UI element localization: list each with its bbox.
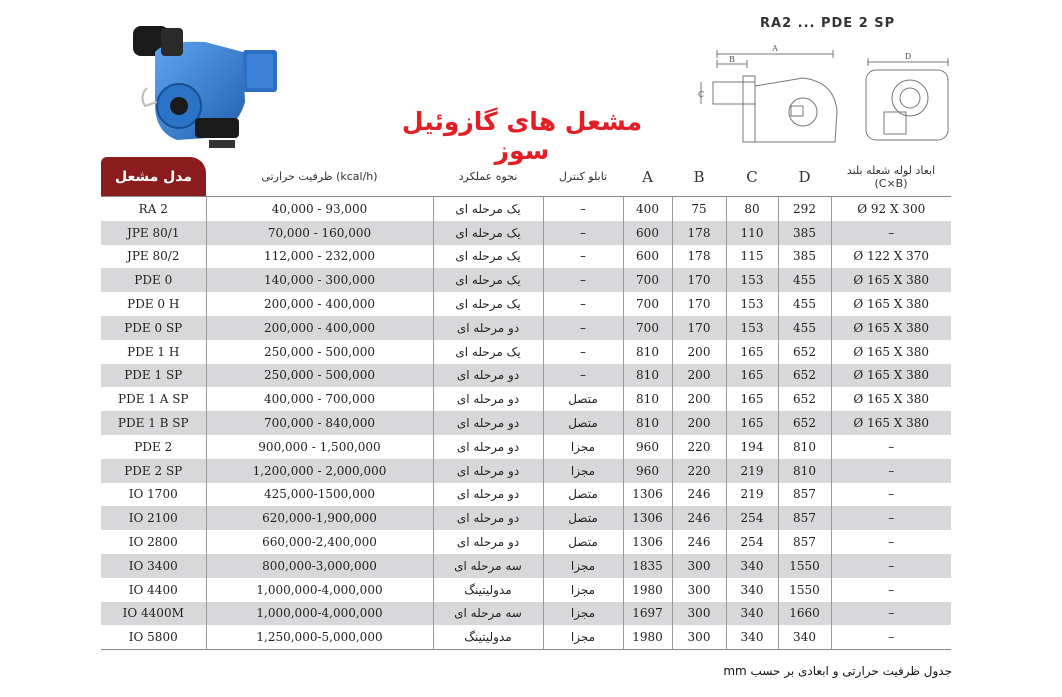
dim-b-cell: 300 <box>672 602 726 626</box>
dim-d-cell: 810 <box>778 435 831 459</box>
dim-d-cell: 455 <box>778 268 831 292</box>
flame-tube-cell: – <box>888 535 895 550</box>
operation-cell: دو مرحله ای <box>433 530 543 554</box>
operation-cell: مدولیتینگ <box>433 578 543 602</box>
operation-cell: یک مرحله ای <box>433 340 543 364</box>
dim-b-cell: 200 <box>672 411 726 435</box>
panel-cell: مجزا <box>543 625 623 649</box>
model-cell: IO 1700 <box>101 483 206 507</box>
panel-cell: – <box>543 292 623 316</box>
model-cell: IO 4400M <box>101 602 206 626</box>
panel-cell: متصل <box>543 411 623 435</box>
model-cell: PDE 1 SP <box>101 364 206 388</box>
capacity-cell: 112,000 - 232,000 <box>206 245 433 269</box>
table-row <box>101 387 951 411</box>
flame-tube-cell: Ø 165 X 380 <box>831 364 951 388</box>
header-d: D <box>778 157 831 197</box>
operation-cell: یک مرحله ای <box>433 292 543 316</box>
flame-tube-cell: Ø 165 X 380 <box>831 268 951 292</box>
table-row <box>101 197 951 221</box>
dim-c-cell: 254 <box>726 530 778 554</box>
dim-a-cell: 960 <box>623 459 672 483</box>
flame-tube-cell: Ø 165 X 380 <box>831 411 951 435</box>
dim-c-cell: 110 <box>726 221 778 245</box>
table-row <box>101 364 951 388</box>
table-row <box>101 221 951 245</box>
dim-a-cell: 1980 <box>623 578 672 602</box>
capacity-cell: 1,250,000-5,000,000 <box>206 625 433 649</box>
dim-b-label: B <box>729 55 735 64</box>
capacity-cell: 200,000 - 400,000 <box>206 316 433 340</box>
flame-tube-cell: – <box>831 554 951 578</box>
dim-c-cell: 115 <box>726 245 778 269</box>
capacity-cell: 660,000-2,400,000 <box>206 530 433 554</box>
dim-a-cell: 700 <box>623 268 672 292</box>
operation-cell: یک مرحله ای <box>433 221 543 245</box>
dim-c-cell: 165 <box>726 340 778 364</box>
dim-a-cell: 1306 <box>623 483 672 507</box>
page-title: مشعل های گازوئیل سوز <box>401 107 643 165</box>
model-cell: PDE 2 SP <box>101 459 206 483</box>
flame-tube-cell: – <box>888 582 895 597</box>
capacity-cell: 250,000 - 500,000 <box>206 340 433 364</box>
capacity-cell: 900,000 - 1,500,000 <box>206 435 433 459</box>
table-row <box>101 316 951 340</box>
dim-b-cell: 178 <box>672 221 726 245</box>
table-row <box>101 411 951 435</box>
capacity-cell: 1,000,000-4,000,000 <box>206 578 433 602</box>
model-cell: PDE 1 B SP <box>101 411 206 435</box>
capacity-cell: 620,000-1,900,000 <box>206 506 433 530</box>
dim-d-label: D <box>904 52 912 61</box>
flame-tube-cell: Ø 165 X 380 <box>853 392 930 407</box>
dim-c-cell: 165 <box>726 387 778 411</box>
capacity-cell: 400,000 - 700,000 <box>206 387 433 411</box>
panel-cell: – <box>543 364 623 388</box>
header-operation: نحوه عملکرد <box>433 157 543 197</box>
operation-cell: یک مرحله ای <box>433 197 543 221</box>
dim-a-cell: 810 <box>623 340 672 364</box>
capacity-cell: 200,000 - 400,000 <box>206 292 433 316</box>
capacity-cell: 700,000 - 840,000 <box>206 411 433 435</box>
capacity-cell: 800,000-3,000,000 <box>206 554 433 578</box>
operation-cell: دو مرحله ای <box>433 459 543 483</box>
header-capacity: ظرفیت حرارتی (kcal/h) <box>206 157 433 197</box>
dim-c-cell: 340 <box>726 578 778 602</box>
panel-cell: متصل <box>543 483 623 507</box>
dim-b-cell: 200 <box>672 387 726 411</box>
panel-cell: – <box>543 245 623 269</box>
model-cell: PDE 0 SP <box>101 316 206 340</box>
panel-cell: متصل <box>543 530 623 554</box>
dim-d-cell: 385 <box>778 221 831 245</box>
operation-cell: یک مرحله ای <box>433 268 543 292</box>
model-cell: RA 2 <box>101 197 206 221</box>
capacity-cell: 140,000 - 300,000 <box>206 268 433 292</box>
model-cell: JPE 80/1 <box>101 221 206 245</box>
capacity-cell: 1,200,000 - 2,000,000 <box>206 459 433 483</box>
dim-d-cell: 857 <box>778 530 831 554</box>
flame-tube-cell: Ø 165 X 380 <box>853 344 930 359</box>
dim-c-cell: 340 <box>726 602 778 626</box>
dim-a-cell: 400 <box>623 197 672 221</box>
panel-cell: – <box>543 268 623 292</box>
dim-d-cell: 455 <box>778 292 831 316</box>
dim-a-cell: 960 <box>623 435 672 459</box>
flame-tube-cell: Ø 165 X 380 <box>831 316 951 340</box>
dim-d-cell: 652 <box>778 387 831 411</box>
dim-a-cell: 700 <box>623 292 672 316</box>
model-cell: IO 2800 <box>101 530 206 554</box>
table-row <box>101 578 951 602</box>
flame-tube-cell: – <box>888 487 895 502</box>
dim-a-cell: 600 <box>623 245 672 269</box>
dim-a-cell: 1697 <box>623 602 672 626</box>
dim-c-cell: 165 <box>726 364 778 388</box>
operation-cell: دو مرحله ای <box>433 316 543 340</box>
model-cell: JPE 80/2 <box>101 245 206 269</box>
panel-cell: متصل <box>543 387 623 411</box>
table-row <box>101 268 951 292</box>
flame-tube-cell: – <box>831 459 951 483</box>
dim-b-cell: 75 <box>672 197 726 221</box>
dim-c-cell: 340 <box>726 625 778 649</box>
operation-cell: سه مرحله ای <box>433 602 543 626</box>
dim-a-cell: 1835 <box>623 554 672 578</box>
table-row <box>101 625 951 649</box>
operation-cell: دو مرحله ای <box>433 435 543 459</box>
table-row <box>101 602 951 626</box>
model-cell: PDE 2 <box>101 435 206 459</box>
dim-d-cell: 652 <box>778 411 831 435</box>
dim-c-cell: 219 <box>726 483 778 507</box>
dim-a-cell: 810 <box>623 411 672 435</box>
header-a: A <box>623 157 672 197</box>
flame-tube-cell: – <box>831 602 951 626</box>
flame-tube-cell: Ø 165 X 380 <box>853 297 930 312</box>
panel-cell: متصل <box>543 506 623 530</box>
header-panel: تابلو کنترل <box>543 157 623 197</box>
capacity-cell: 70,000 - 160,000 <box>206 221 433 245</box>
panel-cell: – <box>543 197 623 221</box>
panel-cell: مجزا <box>543 435 623 459</box>
dim-c-cell: 340 <box>726 554 778 578</box>
dim-b-cell: 170 <box>672 268 726 292</box>
operation-cell: سه مرحله ای <box>433 554 543 578</box>
burner-photo <box>125 22 300 152</box>
dim-d-cell: 455 <box>778 316 831 340</box>
operation-cell: دو مرحله ای <box>433 506 543 530</box>
dim-a-cell: 810 <box>623 387 672 411</box>
dim-a-cell: 1306 <box>623 506 672 530</box>
dim-b-cell: 246 <box>672 530 726 554</box>
flame-tube-cell: – <box>831 625 951 649</box>
header-flame-tube-line2: (C×B) <box>874 176 908 190</box>
dim-b-cell: 178 <box>672 245 726 269</box>
table-row <box>101 483 951 507</box>
dim-d-cell: 340 <box>778 625 831 649</box>
dim-a-cell: 1306 <box>623 530 672 554</box>
header-c: C <box>726 157 778 197</box>
dim-d-cell: 652 <box>778 364 831 388</box>
dim-b-cell: 220 <box>672 459 726 483</box>
operation-cell: دو مرحله ای <box>433 387 543 411</box>
dim-d-cell: 385 <box>778 245 831 269</box>
flame-tube-cell: – <box>831 221 951 245</box>
dim-a-cell: 700 <box>623 316 672 340</box>
dim-b-cell: 246 <box>672 483 726 507</box>
model-cell: IO 3400 <box>101 554 206 578</box>
table-header-row <box>101 157 951 197</box>
operation-cell: یک مرحله ای <box>433 245 543 269</box>
header-model: مدل مشعل <box>101 157 206 197</box>
table-row <box>101 554 951 578</box>
panel-cell: – <box>543 221 623 245</box>
dim-d-cell: 292 <box>778 197 831 221</box>
dim-b-cell: 220 <box>672 435 726 459</box>
dim-c-cell: 153 <box>726 292 778 316</box>
table-row <box>101 292 951 316</box>
capacity-cell: 1,000,000-4,000,000 <box>206 602 433 626</box>
specs-table <box>101 157 951 650</box>
dim-b-cell: 200 <box>672 364 726 388</box>
panel-cell: مجزا <box>543 602 623 626</box>
table-row <box>101 530 951 554</box>
dim-a-cell: 600 <box>623 221 672 245</box>
dim-c-label: C <box>698 90 705 99</box>
dim-a-label: A <box>772 44 778 53</box>
dim-c-cell: 153 <box>726 268 778 292</box>
model-cell: IO 2100 <box>101 506 206 530</box>
dim-d-cell: 1660 <box>778 602 831 626</box>
front-dimension-diagram <box>858 50 953 145</box>
header-flame-tube <box>831 157 951 197</box>
dim-c-cell: 194 <box>726 435 778 459</box>
side-dimension-diagram <box>695 42 855 147</box>
dim-c-cell: 219 <box>726 459 778 483</box>
model-cell: IO 5800 <box>101 625 206 649</box>
capacity-cell: 250,000 - 500,000 <box>206 364 433 388</box>
table-row <box>101 459 951 483</box>
table-row <box>101 245 951 269</box>
dim-c-cell: 80 <box>726 197 778 221</box>
table-caption: جدول ظرفیت حرارتی و ابعادی بر حسب mm <box>723 664 952 678</box>
dim-d-cell: 857 <box>778 506 831 530</box>
dim-c-cell: 165 <box>726 411 778 435</box>
operation-cell: دو مرحله ای <box>433 411 543 435</box>
dim-d-cell: 810 <box>778 459 831 483</box>
model-cell: PDE 1 H <box>101 340 206 364</box>
flame-tube-cell: – <box>831 506 951 530</box>
flame-tube-cell: – <box>888 439 895 454</box>
dim-a-cell: 810 <box>623 364 672 388</box>
dim-c-cell: 153 <box>726 316 778 340</box>
dim-d-cell: 652 <box>778 340 831 364</box>
operation-cell: دو مرحله ای <box>433 483 543 507</box>
dim-a-cell: 1980 <box>623 625 672 649</box>
dim-d-cell: 857 <box>778 483 831 507</box>
table-row <box>101 435 951 459</box>
header-flame-tube-line1: ابعاد لوله شعله بلند <box>846 163 936 177</box>
table-row <box>101 506 951 530</box>
operation-cell: دو مرحله ای <box>433 364 543 388</box>
model-range-label: RA2 ... PDE 2 SP <box>760 16 896 31</box>
model-cell: PDE 0 <box>101 268 206 292</box>
dim-b-cell: 200 <box>672 340 726 364</box>
dim-b-cell: 300 <box>672 554 726 578</box>
dim-b-cell: 300 <box>672 578 726 602</box>
operation-cell: مدولیتینگ <box>433 625 543 649</box>
dim-b-cell: 170 <box>672 292 726 316</box>
panel-cell: مجزا <box>543 554 623 578</box>
flame-tube-cell: Ø 92 X 300 <box>857 201 926 216</box>
dim-c-cell: 254 <box>726 506 778 530</box>
model-cell: PDE 1 A SP <box>101 387 206 411</box>
model-cell: PDE 0 H <box>101 292 206 316</box>
header-b: B <box>672 157 726 197</box>
flame-tube-cell: Ø 122 X 370 <box>853 249 930 264</box>
model-cell: IO 4400 <box>101 578 206 602</box>
panel-cell: – <box>543 316 623 340</box>
dim-d-cell: 1550 <box>778 578 831 602</box>
panel-cell: – <box>543 340 623 364</box>
dim-b-cell: 300 <box>672 625 726 649</box>
capacity-cell: 40,000 - 93,000 <box>206 197 433 221</box>
dim-d-cell: 1550 <box>778 554 831 578</box>
panel-cell: مجزا <box>543 578 623 602</box>
table-row <box>101 340 951 364</box>
dim-b-cell: 246 <box>672 506 726 530</box>
capacity-cell: 425,000-1500,000 <box>206 483 433 507</box>
dim-b-cell: 170 <box>672 316 726 340</box>
panel-cell: مجزا <box>543 459 623 483</box>
